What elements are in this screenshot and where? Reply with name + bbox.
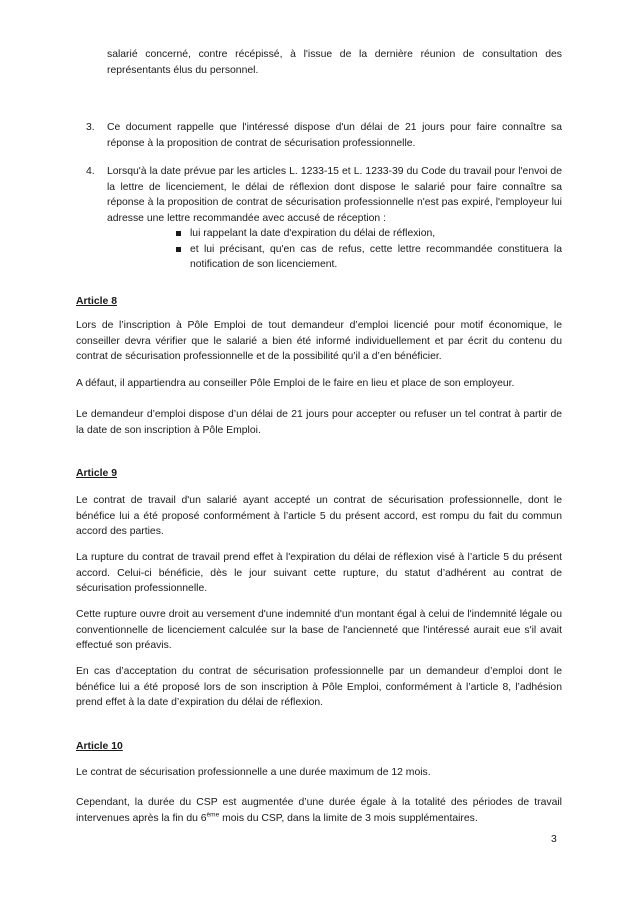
square-bullet-icon xyxy=(176,231,181,236)
article-paragraph: Lors de l’inscription à Pôle Emploi de tout demandeur d’emploi licencié pour motif économique, le conseiller devra vérifier que le salarié a bien été informé individuellement et par écrit du contenu du contrat de sécurisation professionnelle et de la possibilité qu’il a d’en bénéficier. xyxy=(76,320,562,363)
page-number: 3 xyxy=(551,834,557,845)
list-item-text: Ce document rappelle que l'intéressé dispose d'un délai de 21 jours pour faire connaître sa réponse à la proposition de contrat de sécurisation professionnelle. xyxy=(107,122,562,149)
article-paragraph: La rupture du contrat de travail prend effet à l'expiration du délai de réflexion visé à l’article 5 du présent accord. Celui-ci bénéficie, dès le jour suivant cette rupture, du statut d’adhérent au contrat de sécurisation professionnelle. xyxy=(76,552,562,595)
article-heading: Article 10 xyxy=(76,741,123,752)
bullet-list xyxy=(176,226,562,273)
square-bullet-icon xyxy=(176,247,181,252)
article-paragraph: Cette rupture ouvre droit au versement d'une indemnité d'un montant égal à celui de l'indemnité légale ou conventionnelle de licenciement calculée sur la base de l'ancienneté que l'intéressé aurait eue s'il avait effectué son préavis. xyxy=(76,609,562,652)
article-heading: Article 9 xyxy=(76,468,118,479)
list-number: 4. xyxy=(86,166,95,177)
list-item-text: Lorsqu'à la date prévue par les articles L. 1233-15 et L. 1233-39 du Code du travail pour l'envoi de la lettre de licenciement, le délai de réflexion dont dispose le salarié pour faire connaître sa réponse à la proposition de contrat de sécurisation professionnelle n'est pas expiré, l'employeur lui adresse une lettre recommandée avec accusé de réception : xyxy=(107,166,562,224)
continuation-paragraph: salarié concerné, contre récépissé, à l'issue de la dernière réunion de consultation des représentants élus du personnel. xyxy=(107,49,562,76)
article-paragraph: En cas d’acceptation du contrat de sécurisation professionnelle par un demandeur d’emploi dont le bénéfice lui a été proposé lors de son inscription à Pôle Emploi, conformément à l’article 8, l’adhésion prend effet à la date d’expiration du délai de réflexion. xyxy=(76,666,562,709)
article-paragraph: Cependant, la durée du CSP est augmentée d’une durée égale à la totalité des périodes de travail intervenues après la fin du 6ème mois du CSP, dans la limite de 3 mois supplémentaires. xyxy=(76,797,562,824)
bullet-item: et lui précisant, qu'en cas de refus, cette lettre recommandée constituera la notification de son licenciement. xyxy=(176,242,562,273)
bullet-item: lui rappelant la date d'expiration du délai de réflexion, xyxy=(176,226,562,242)
article-paragraph: A défaut, il appartiendra au conseiller Pôle Emploi de le faire en lieu et place de son employeur. xyxy=(76,378,515,389)
article-heading: Article 8 xyxy=(76,296,118,307)
article-paragraph: Le contrat de sécurisation professionnelle a une durée maximum de 12 mois. xyxy=(76,767,431,778)
superscript: ème xyxy=(206,811,220,819)
article-paragraph: Le demandeur d’emploi dispose d’un délai de 21 jours pour accepter ou refuser un tel contrat à partir de la date de son inscription à Pôle Emploi. xyxy=(76,409,562,436)
article-paragraph: Le contrat de travail d'un salarié ayant accepté un contrat de sécurisation professionnelle, dont le bénéfice lui a été proposé conformément à l’article 5 du présent accord, est rompu du fait du commun accord des parties. xyxy=(76,495,562,538)
list-number: 3. xyxy=(86,122,95,133)
